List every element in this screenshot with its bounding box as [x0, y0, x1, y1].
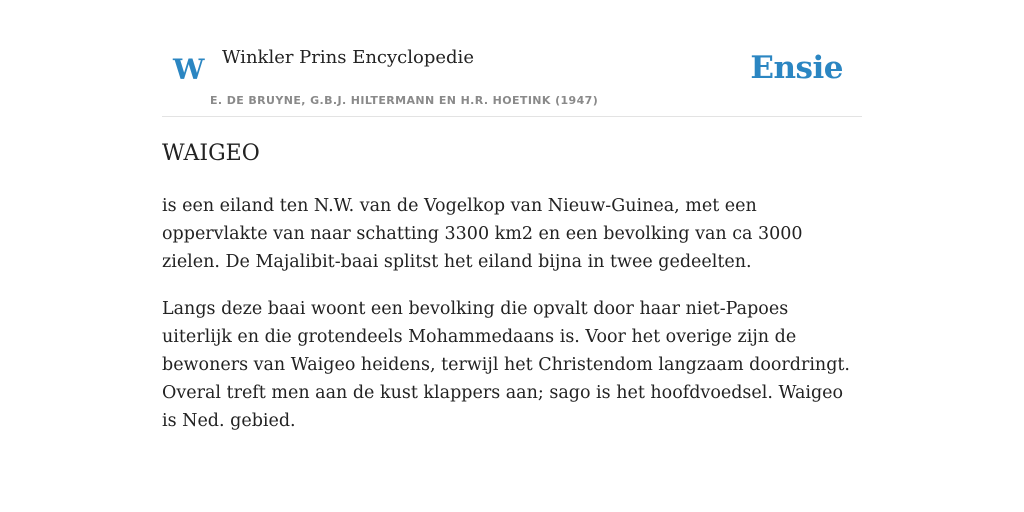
- source-logo[interactable]: W: [173, 53, 205, 86]
- page: [162, 0, 862, 512]
- paragraph: is een eiland ten N.W. van de Vogelkop van Nieuw-Guinea, met een oppervlakte van naar schatting 3300 km2 en een bevolking van ca 3000 zielen. De Majalibit-baai splitst het eiland bijna in twee gedeelten.: [162, 196, 803, 272]
- entry-body: [162, 192, 862, 454]
- source-header: [162, 0, 862, 117]
- paragraph: Langs deze baai woont een bevolking die opvalt door haar niet-Papoes uiterlijk en die grotendeels Mohammedaans is. Voor het overige zijn de bewoners van Waigeo heidens, terwijl het Christendom langzaam doordringt. Overal treft men aan de kust klappers aan; sago is het hoofdvoedsel. Waigeo is Ned. gebied.: [162, 299, 850, 431]
- entry-title: WAIGEO: [162, 141, 260, 166]
- brand-logo[interactable]: Ensie: [750, 50, 843, 86]
- source-authors: E. DE BRUYNE, G.B.J. HILTERMANN EN H.R. HOETINK (1947): [210, 94, 599, 107]
- source-title[interactable]: Winkler Prins Encyclopedie: [222, 47, 474, 68]
